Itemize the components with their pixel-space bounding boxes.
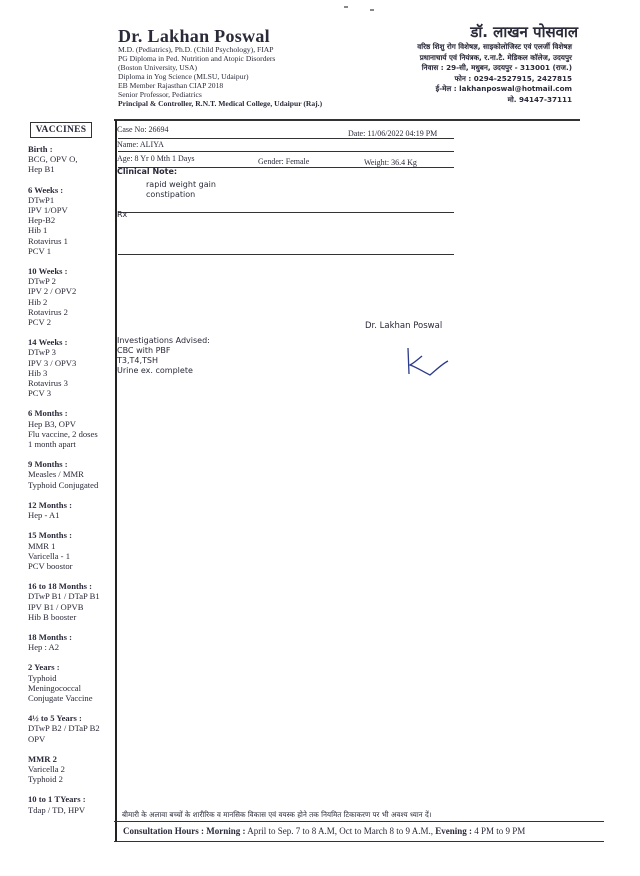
- vaccine-item: Hib B booster: [28, 611, 77, 622]
- footer-rule-bottom: [114, 841, 604, 842]
- hindi-detail-line: प्रधानाचार्य एवं नियंत्रक, र.ना.टै. मेडिकल कॉलेज, उदयपुर: [419, 52, 572, 62]
- vaccine-group-title: 14 Weeks :: [28, 337, 68, 348]
- vaccine-group: [28, 459, 120, 490]
- vaccine-group: [28, 632, 120, 652]
- vaccine-group-title: 6 Weeks :: [28, 184, 64, 195]
- patient-name: Name: ALIYA: [117, 140, 164, 149]
- vaccine-item: Meningococcal: [28, 682, 81, 693]
- vaccine-item: 1 month apart: [28, 439, 76, 450]
- case-number: Case No: 26694: [117, 125, 169, 134]
- hindi-detail-line: फोन : 0294-2527915, 2427815: [454, 73, 572, 83]
- evening-label: Evening :: [435, 826, 473, 836]
- vaccine-group-title: 2 Years :: [28, 662, 60, 673]
- vaccine-group-title: 16 to 18 Months :: [28, 581, 92, 592]
- vaccine-item: IPV B1 / OPVB: [28, 601, 84, 612]
- vaccine-group: [28, 144, 120, 175]
- vaccine-item: Hib 3: [28, 367, 48, 378]
- hindi-detail-line: मो. 94147-37111: [507, 94, 572, 104]
- vaccine-group-title: 15 Months :: [28, 530, 72, 541]
- vaccine-group: [28, 581, 120, 622]
- vaccine-group-title: MMR 2: [28, 753, 57, 764]
- vaccine-group: [28, 713, 120, 744]
- rx-rule: [118, 254, 454, 255]
- vaccine-group-title: 4½ to 5 Years :: [28, 713, 82, 724]
- vaccine-item: Typhoid 2: [28, 774, 63, 785]
- qualification-line: Diploma in Yog Science (MLSU, Udaipur): [118, 72, 249, 81]
- vaccine-item: Conjugate Vaccine: [28, 692, 93, 703]
- footer-rule: [114, 821, 604, 822]
- vaccine-item: PCV 3: [28, 388, 52, 399]
- vaccine-item: Rotavirus 3: [28, 378, 68, 389]
- patient-gender: Gender: Female: [258, 157, 310, 166]
- vaccine-item: Measles / MMR: [28, 469, 84, 480]
- patient-rule: [118, 151, 454, 152]
- vaccine-group-title: 9 Months :: [28, 459, 68, 470]
- vaccine-item: MMR 1: [28, 540, 56, 551]
- vaccine-group-title: 10 to 1 TYears :: [28, 794, 86, 805]
- investigation-item: CBC with PBF: [117, 346, 171, 355]
- scan-mark: [370, 9, 374, 11]
- qualification-line: Principal & Controller, R.N.T. Medical College, Udaipur (Raj.): [118, 99, 323, 108]
- signature-scribble: [400, 344, 452, 378]
- evening-hours: 4 PM to 9 PM: [474, 826, 526, 836]
- hindi-detail-line: ई-मेल : lakhanposwal@hotmail.com: [435, 84, 572, 94]
- vaccine-item: Hep B1: [28, 164, 55, 175]
- vaccine-group-title: 18 Months :: [28, 631, 72, 642]
- header-divider: [114, 119, 580, 121]
- vaccine-group: [28, 408, 120, 449]
- vaccine-group: [28, 662, 120, 703]
- vaccine-item: Hib 1: [28, 225, 48, 236]
- vaccine-item: Hep : A2: [28, 642, 60, 653]
- vaccine-item: PCV 2: [28, 317, 52, 328]
- vaccine-item: DTwP 3: [28, 347, 56, 358]
- rx-label: Rx: [117, 210, 128, 219]
- vaccine-item: Varicella - 1: [28, 550, 70, 561]
- vaccine-item: DTwP1: [28, 194, 55, 205]
- vaccine-group: [28, 500, 120, 520]
- footer-hindi-note: बीमारी के अलावा बच्चों के शारीरिक व मानसिक विकास एवं वयस्क होने तक नियमित टिकाकरण पर भी अवश्य ध्यान दें।: [122, 810, 432, 819]
- vaccine-group-title: 6 Months :: [28, 408, 68, 419]
- doctor-name: Dr. Lakhan Poswal: [118, 26, 270, 46]
- vaccine-item: Hep - A1: [28, 510, 60, 521]
- vaccine-item: Varicella 2: [28, 763, 65, 774]
- vaccine-item: Typhoid: [28, 672, 57, 683]
- vaccine-schedule: [28, 144, 120, 825]
- investigation-item: T3,T4,TSH: [117, 356, 159, 365]
- vaccine-item: PCV boostor: [28, 560, 73, 571]
- vaccine-group: [28, 530, 120, 571]
- scan-mark: [344, 6, 348, 8]
- qualifications-block: [118, 45, 322, 108]
- vaccine-item: IPV 2 / OPV2: [28, 286, 77, 297]
- qualification-line: M.D. (Pediatrics), Ph.D. (Child Psychology), FIAP: [118, 45, 274, 54]
- hindi-detail-line: वरिष्ठ शिशु रोग विशेषज्ञ, साइकोलोजिस्ट एवं एलर्जी विशेषज्ञ: [417, 42, 572, 51]
- patient-age: Age: 8 Yr 0 Mth 1 Days: [117, 154, 195, 163]
- vaccine-item: DTwP B2 / DTaP B2: [28, 723, 100, 734]
- hours-label: Consultation Hours :: [123, 826, 205, 836]
- patient-weight: Weight: 36.4 Kg: [364, 158, 417, 167]
- qualification-line: (Boston University, USA): [118, 63, 198, 72]
- vaccine-group-title: Birth :: [28, 144, 53, 154]
- vaccine-item: Typhoid Conjugated: [28, 479, 99, 490]
- vaccine-item: BCG, OPV O,: [28, 154, 78, 165]
- clinical-note-label: Clinical Note:: [117, 167, 178, 176]
- vaccine-item: PCV 1: [28, 245, 52, 256]
- vaccine-item: Hep B3, OPV: [28, 418, 76, 429]
- vaccine-group: [28, 754, 120, 785]
- vaccine-item: OPV: [28, 733, 46, 744]
- doctor-name-hindi: डॉ. लाखन पोसवाल: [470, 23, 578, 41]
- vaccine-item: IPV 1/OPV: [28, 205, 68, 216]
- vaccine-item: DTwP 2: [28, 276, 56, 287]
- hindi-detail-line: निवास : 29-सी, मधुबन, उदयपुर - 313001 (राज.): [421, 63, 572, 73]
- vaccine-group-title: 12 Months :: [28, 499, 72, 510]
- investigation-item: Urine ex. complete: [117, 366, 193, 375]
- morning-label: Morning :: [206, 826, 246, 836]
- qualification-line: EB Member Rajasthan CIAP 2018: [118, 81, 224, 90]
- clinical-note-2: constipation: [146, 190, 196, 199]
- signature-name: Dr. Lakhan Poswal: [365, 321, 443, 331]
- vaccine-item: Flu vaccine, 2 doses: [28, 428, 98, 439]
- qualification-line: PG Diploma in Ped. Nutrition and Atopic Disorders: [118, 54, 276, 63]
- vaccines-heading: VACCINES: [30, 122, 92, 138]
- hindi-details-block: [417, 42, 572, 106]
- clinical-note-1: rapid weight gain: [146, 180, 216, 189]
- vaccine-item: Rotavirus 2: [28, 306, 68, 317]
- investigations-label: Investigations Advised:: [117, 336, 210, 345]
- vaccine-group: [28, 337, 120, 398]
- vaccine-group: [28, 794, 120, 814]
- vaccine-item: DTwP B1 / DTaP B1: [28, 591, 100, 602]
- patient-rule: [118, 138, 454, 139]
- vaccine-group: [28, 185, 120, 256]
- visit-date: Date: 11/06/2022 04:19 PM: [348, 129, 438, 138]
- vaccine-group-title: 10 Weeks :: [28, 266, 68, 277]
- vaccine-group: [28, 266, 120, 327]
- consultation-hours: [123, 826, 525, 836]
- clinical-rule: [118, 212, 454, 213]
- morning-hours: April to Sep. 7 to 8 A.M, Oct to March 8 to 9 A.M.,: [247, 826, 434, 836]
- vaccine-item: Rotavirus 1: [28, 235, 68, 246]
- vaccine-item: Hep-B2: [28, 215, 56, 226]
- vaccine-item: Hib 2: [28, 296, 48, 307]
- vaccine-item: Tdap / TD, HPV: [28, 804, 86, 815]
- qualification-line: Senior Professor, Pediatrics: [118, 90, 202, 99]
- vaccine-item: IPV 3 / OPV3: [28, 357, 77, 368]
